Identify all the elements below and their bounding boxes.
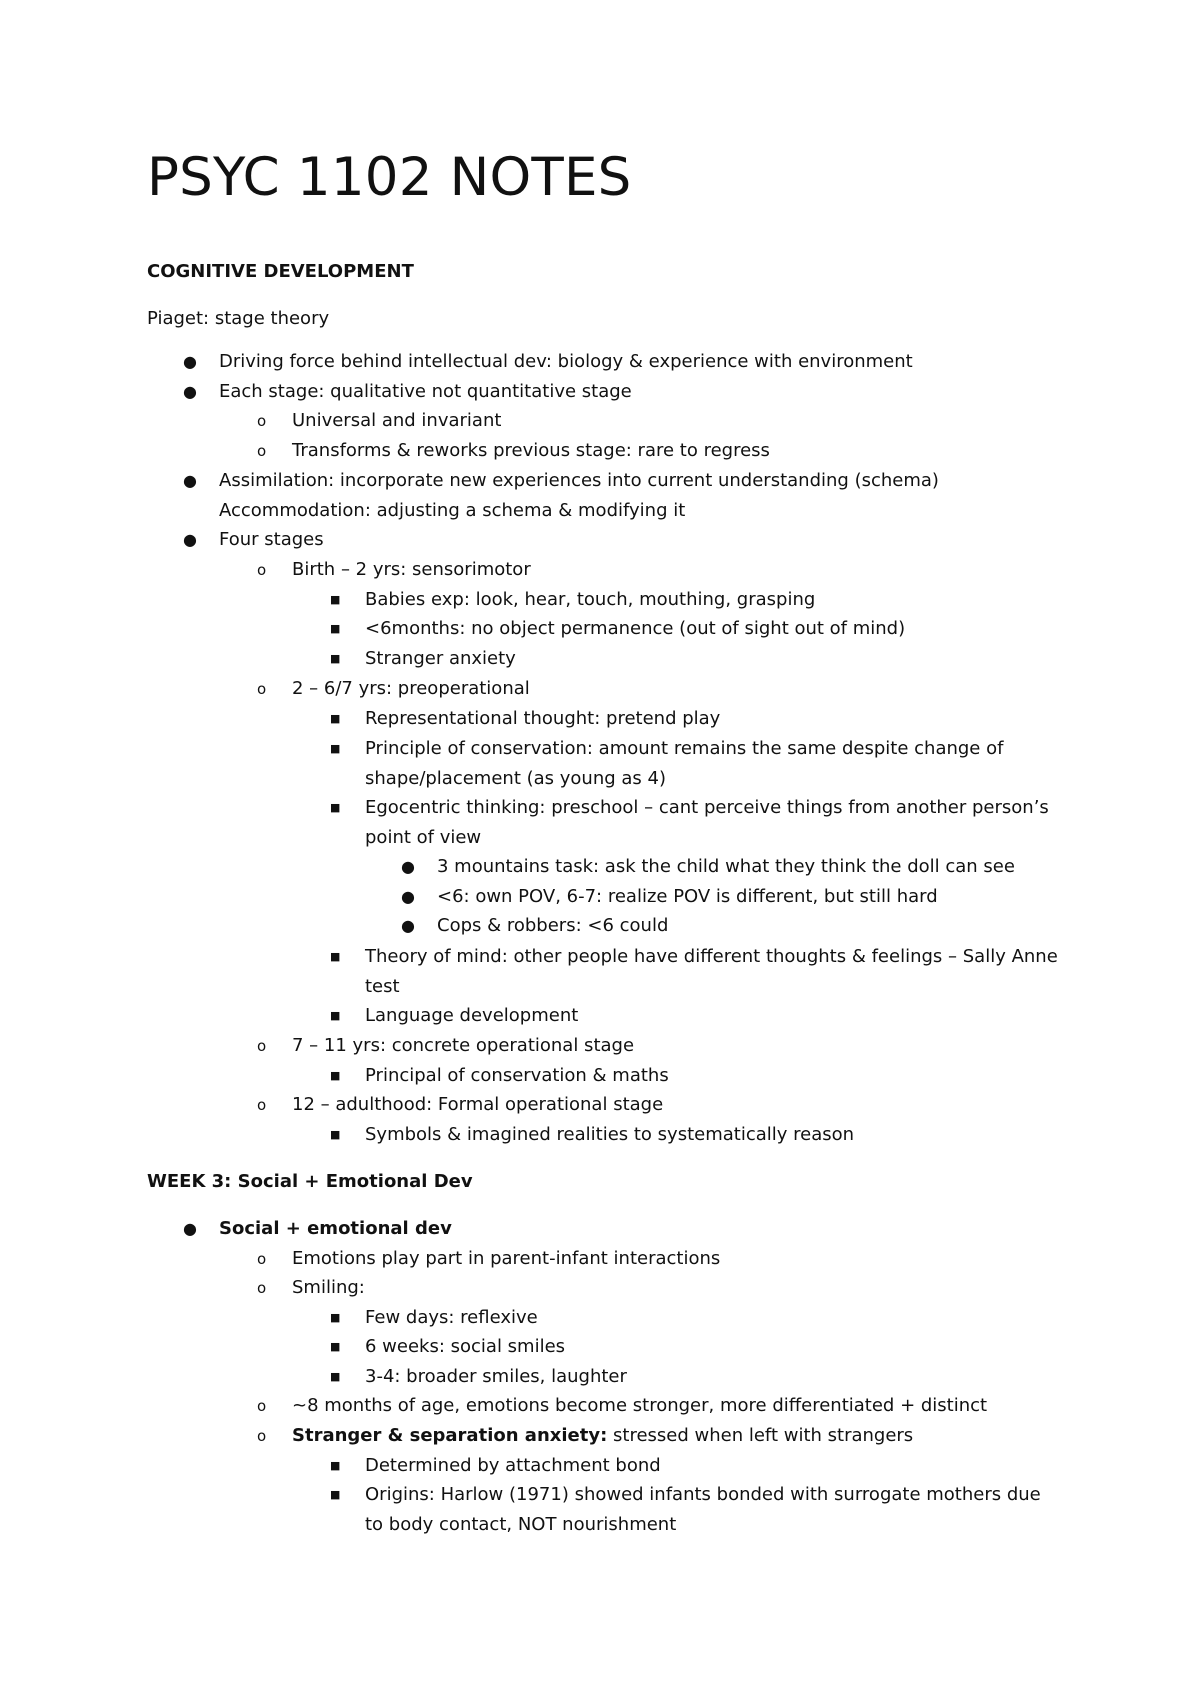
list-item: Principle of conservation: amount remains the same despite change of: [365, 738, 1004, 759]
circle-marker: o: [257, 1279, 267, 1297]
list-item: Each stage: qualitative not quantitative stage: [219, 381, 632, 402]
square-marker: ■: [330, 1340, 341, 1353]
list-item: 7 – 11 yrs: concrete operational stage: [292, 1035, 635, 1056]
list-item: Babies exp: look, hear, touch, mouthing, grasping: [365, 589, 816, 610]
square-marker: ■: [330, 1128, 341, 1141]
list-item-continuation: test: [365, 976, 400, 997]
list-item: Stranger anxiety: [365, 648, 516, 669]
bullet-marker: ●: [183, 471, 197, 490]
list-item: Four stages: [219, 529, 324, 550]
circle-marker: o: [257, 1397, 267, 1415]
list-item: Symbols & imagined realities to systematically reason: [365, 1124, 855, 1145]
circle-marker: o: [257, 1427, 267, 1445]
square-marker: ■: [330, 1488, 341, 1501]
list-item: Emotions play part in parent-infant interactions: [292, 1248, 721, 1269]
bullet-marker: ●: [183, 382, 197, 401]
list-item: Birth – 2 yrs: sensorimotor: [292, 559, 531, 580]
circle-marker: o: [257, 1037, 267, 1055]
list-item: [292, 1423, 913, 1449]
bullet-marker: ●: [401, 916, 415, 935]
list-item: Universal and invariant: [292, 410, 502, 431]
circle-marker: o: [257, 412, 267, 430]
list-item: Determined by attachment bond: [365, 1455, 661, 1476]
square-marker: ■: [330, 801, 341, 814]
list-item: Driving force behind intellectual dev: biology & experience with environment: [219, 351, 913, 372]
bullet-marker: ●: [183, 352, 197, 371]
list-item: 6 weeks: social smiles: [365, 1336, 566, 1357]
section-heading-week-3: WEEK 3: Social + Emotional Dev: [147, 1171, 473, 1192]
list-item-continuation: Accommodation: adjusting a schema & modifying it: [219, 500, 686, 521]
square-marker: ■: [330, 622, 341, 635]
square-marker: ■: [330, 1459, 341, 1472]
circle-marker: o: [257, 561, 267, 579]
square-marker: ■: [330, 1370, 341, 1383]
list-item: Assimilation: incorporate new experiences into current understanding (schema): [219, 470, 939, 491]
square-marker: ■: [330, 742, 341, 755]
list-item: Social + emotional dev: [219, 1218, 452, 1239]
list-item: 2 – 6/7 yrs: preoperational: [292, 678, 530, 699]
list-item: ~8 months of age, emotions become stronger, more differentiated + distinct: [292, 1395, 988, 1416]
anxiety-description: stressed when left with strangers: [607, 1425, 914, 1446]
list-item: Egocentric thinking: preschool – cant perceive things from another person’s: [365, 797, 1049, 818]
list-item-continuation: to body contact, NOT nourishment: [365, 1514, 677, 1535]
list-item: <6: own POV, 6-7: realize POV is different, but still hard: [437, 886, 938, 907]
square-marker: ■: [330, 652, 341, 665]
list-item: 12 – adulthood: Formal operational stage: [292, 1094, 664, 1115]
list-item: Few days: reflexive: [365, 1307, 538, 1328]
list-item: 3-4: broader smiles, laughter: [365, 1366, 627, 1387]
circle-marker: o: [257, 1096, 267, 1114]
circle-marker: o: [257, 680, 267, 698]
circle-marker: o: [257, 442, 267, 460]
list-item: Representational thought: pretend play: [365, 708, 721, 729]
list-item: 3 mountains task: ask the child what they think the doll can see: [437, 856, 1015, 877]
list-item: Principal of conservation & maths: [365, 1065, 669, 1086]
list-item-continuation: shape/placement (as young as 4): [365, 768, 666, 789]
list-item: Smiling:: [292, 1277, 365, 1298]
bullet-marker: ●: [401, 857, 415, 876]
square-marker: ■: [330, 1069, 341, 1082]
square-marker: ■: [330, 712, 341, 725]
list-item-continuation: point of view: [365, 827, 482, 848]
square-marker: ■: [330, 1009, 341, 1022]
bullet-marker: ●: [183, 530, 197, 549]
bullet-marker: ●: [183, 1219, 197, 1238]
page-title: PSYC 1102 NOTES: [147, 147, 632, 208]
square-marker: ■: [330, 593, 341, 606]
list-item: Cops & robbers: <6 could: [437, 915, 669, 936]
section-heading-cognitive-development: COGNITIVE DEVELOPMENT: [147, 261, 414, 282]
list-item: Theory of mind: other people have different thoughts & feelings – Sally Anne: [365, 946, 1058, 967]
section-intro: Piaget: stage theory: [147, 308, 330, 329]
bullet-marker: ●: [401, 887, 415, 906]
anxiety-term: Stranger & separation anxiety:: [292, 1425, 608, 1446]
square-marker: ■: [330, 950, 341, 963]
list-item: Transforms & reworks previous stage: rare to regress: [292, 440, 770, 461]
circle-marker: o: [257, 1250, 267, 1268]
list-item: <6months: no object permanence (out of sight out of mind): [365, 618, 906, 639]
square-marker: ■: [330, 1311, 341, 1324]
list-item: Origins: Harlow (1971) showed infants bonded with surrogate mothers due: [365, 1484, 1041, 1505]
list-item: Language development: [365, 1005, 579, 1026]
